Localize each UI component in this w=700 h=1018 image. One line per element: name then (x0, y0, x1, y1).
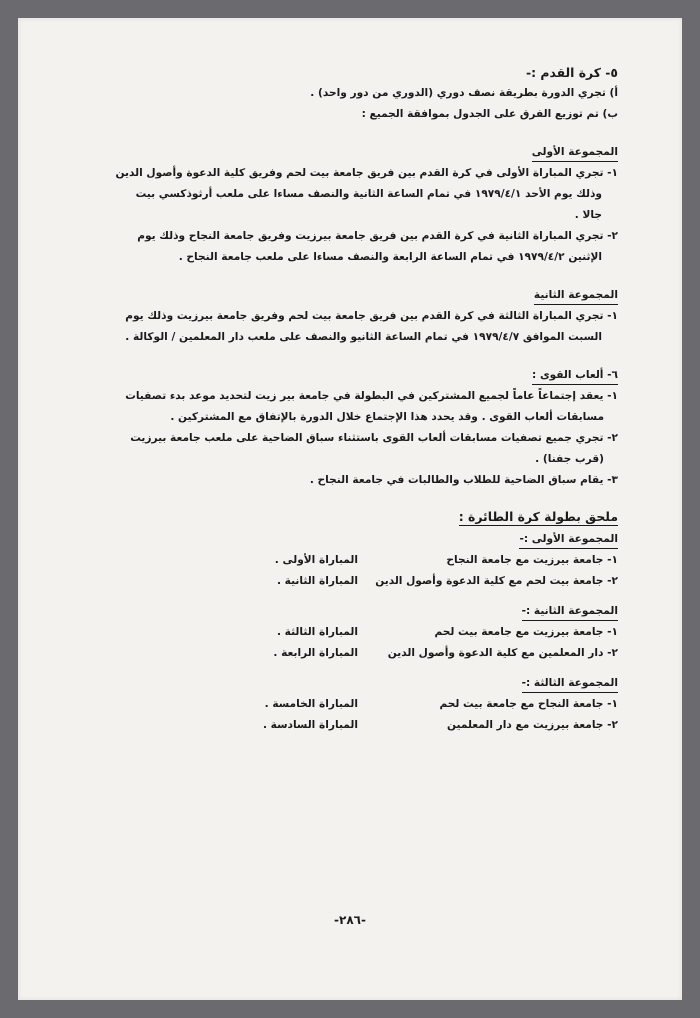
volley-match-teams: ١- جامعة بيرزيت مع جامعة بيت لحم (434, 626, 618, 638)
volley-match-teams: ٢- جامعة بيت لحم مع كلية الدعوة وأصول الدين (375, 575, 618, 587)
volley-group3-heading: المجموعة الثالثة :- (522, 675, 618, 693)
athletics-item2-line2: (قرب جفنا) . (535, 453, 604, 465)
volley-match-label: المباراة السادسة . (262, 719, 358, 731)
group2-heading: المجموعة الثانية (534, 287, 618, 305)
athletics-heading: ٦- ألعاب القوى : (532, 367, 618, 385)
group1-item1-line1: ١- تجري المباراة الأولى في كرة القدم بين فريق جامعة بيت لحم وفريق كلية الدعوة وأصول الدين (115, 167, 618, 179)
volley-match-row (96, 550, 618, 571)
football-section-title: ٥- كرة القدم :- (525, 65, 618, 80)
group2-item1-line1: ١- تجري المباراة الثالثة في كرة القدم بين فريق جامعة بيت لحم وفريق جامعة بيرزيت وذلك يوم (125, 310, 618, 322)
group1-item2-line1: ٢- تجري المباراة الثانية في كرة القدم بين فريق جامعة بيرزيت وفريق جامعة النجاح وذلك يوم (137, 230, 618, 242)
volley-match-row (96, 694, 618, 715)
athletics-item1-line1: ١- يعقد إجتماعاً عاماً لجميع المشتركين في البطولة في جامعة بير زيت لتحديد موعد بدء تصفيات (125, 390, 618, 402)
volley-group2-heading: المجموعة الثانية :- (522, 603, 618, 621)
group1-heading: المجموعة الأولى (532, 144, 618, 162)
volley-match-label: المباراة الرابعة . (273, 647, 358, 659)
page-number: -٢٨٦- (334, 913, 366, 927)
volley-match-label: المباراة الثالثة . (276, 626, 358, 638)
volley-match-label: المباراة الثانية . (276, 575, 358, 587)
volley-match-row (96, 622, 618, 643)
volley-match-teams: ١- جامعة بيرزيت مع جامعة النجاح (446, 554, 618, 566)
volleyball-appendix-heading: ملحق بطولة كرة الطائرة : (458, 509, 618, 524)
volley-match-teams: ١- جامعة النجاح مع جامعة بيت لحم (439, 698, 618, 710)
document-body (96, 62, 618, 736)
athletics-item3-line1: ٣- يقام سباق الضاحية للطلاب والطالبات في جامعة النجاح . (309, 474, 618, 486)
volley-match-row (96, 715, 618, 736)
group1-item2-line2: الإثنين ١٩٧٩/٤/٢ في تمام الساعة الرابعة والنصف مساءا على ملعب جامعة النجاح . (178, 251, 602, 263)
volley-match-label: المباراة الخامسة . (264, 698, 358, 710)
football-rule-b: ب) تم توزيع الفرق على الجدول بموافقة الجميع : (361, 108, 618, 120)
volley-match-teams: ٢- دار المعلمين مع كلية الدعوة وأصول الدين (387, 647, 618, 659)
volley-group1-heading: المجموعة الأولى :- (519, 531, 618, 549)
volley-match-teams: ٢- جامعة بيرزيت مع دار المعلمين (446, 719, 618, 731)
group1-item1-line2: وذلك يوم الأحد ١٩٧٩/٤/١ في تمام الساعة الثانية والنصف مساءا على ملعب أرثوذكسي بيت (135, 188, 602, 200)
volley-match-label: المباراة الأولى . (274, 554, 358, 566)
athletics-item2-line1: ٢- تجري جميع تصفيات مسابقات ألعاب القوى باستثناء سباق الضاحية على ملعب جامعة بيرزيت (130, 432, 618, 444)
group2-item1-line2: السبت الموافق ١٩٧٩/٤/٧ في تمام الساعة الثانيو والنصف على ملعب دار المعلمين / الوكالة . (125, 331, 602, 343)
group1-item1-line3: جالا . (574, 209, 602, 221)
document-page (18, 18, 682, 1000)
volley-match-row (96, 643, 618, 664)
athletics-item1-line2: مسابقات ألعاب القوى . وقد يحدد هذا الإجتماع خلال الدورة بالإتفاق مع المشتركين . (170, 411, 604, 423)
football-rule-a: أ) تجري الدورة بطريقة نصف دوري (الدوري من دور واحد) . (310, 87, 618, 99)
volley-match-row (96, 571, 618, 592)
